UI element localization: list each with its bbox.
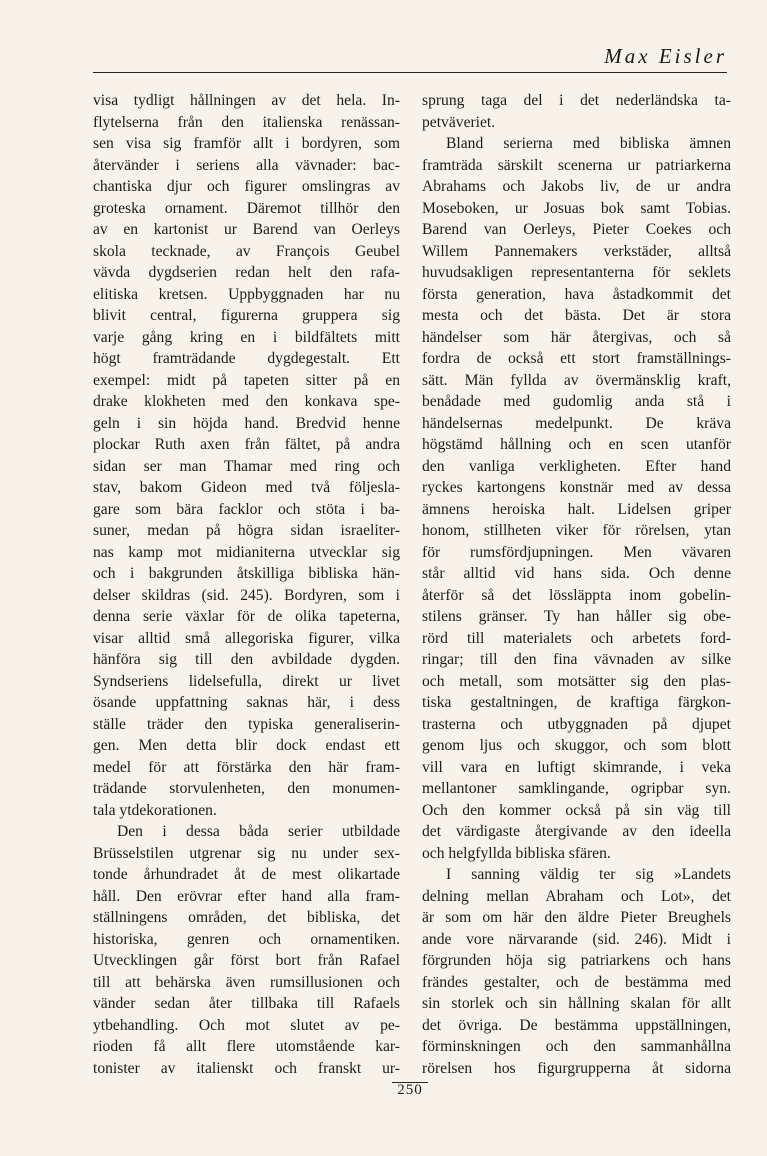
text-line: Bland serierna med bibliska ämnen bbox=[446, 135, 731, 152]
text-line: rioden få allt flere utomstående kar- bbox=[93, 1038, 400, 1055]
text-line: historiska, genren och ornamentiken. bbox=[93, 930, 400, 948]
text-line: och helgfyllda bibliska sfären. bbox=[422, 844, 611, 862]
text-line: och i bakgrunden åtskilliga bibliska hän- bbox=[93, 565, 400, 582]
text-line: chantiska djur och figurer omslingras av bbox=[93, 178, 400, 195]
text-line: I sanning väldig ter sig »Landets bbox=[446, 866, 731, 883]
text-line: högstämd hållning och en scen utanför bbox=[422, 436, 731, 453]
text-line: Brüsselstilen utgrenar sig nu under sex- bbox=[93, 844, 400, 862]
text-line: av en kartonist ur Barend van Oerleys bbox=[93, 221, 400, 238]
text-line: sin storlek och sin hållning skalan för allt bbox=[422, 995, 731, 1012]
text-line: Utvecklingen går först bort från Rafael bbox=[93, 952, 400, 969]
text-line: Barend van Oerleys, Pieter Coekes och bbox=[422, 221, 731, 238]
text-line: trädande storvulenheten, den monumen- bbox=[93, 780, 400, 797]
text-line: Syndseriens lidelsefulla, direkt ur livet bbox=[93, 672, 400, 690]
text-line: förgrunden höja sig patriarkens och hans bbox=[422, 952, 731, 969]
text-line: vänder sedan åter tillbaka till Rafaels bbox=[93, 995, 400, 1012]
text-line: ande vore närvarande (sid. 246). Midt i bbox=[422, 930, 731, 948]
text-line: plockar Ruth axen från fältet, på andra bbox=[93, 436, 400, 453]
text-line: delning mellan Abraham och Lot», det bbox=[422, 887, 731, 905]
text-line: det värdigaste återgivande av den ideella bbox=[422, 823, 731, 840]
text-line: stilens gränser. Ty han håller sig obe- bbox=[422, 608, 731, 625]
text-line: tala ytdekorationen. bbox=[93, 801, 217, 819]
text-line: det övriga. De bestämma uppställningen, bbox=[422, 1016, 731, 1034]
text-line: ställningens områden, det bibliska, det bbox=[93, 909, 400, 926]
text-line: är som om här den äldre Pieter Breughels bbox=[422, 909, 731, 926]
text-line: sen visa sig framför allt i bordyren, som bbox=[93, 135, 400, 152]
text-line: blivit central, figurerna gruppera sig bbox=[93, 307, 400, 324]
text-line: Abrahams och Jakobs liv, de ur andra bbox=[422, 178, 731, 195]
text-line: varje gång kring en i bildfältets mitt bbox=[93, 328, 400, 346]
text-line: mesta och det bästa. Det är stora bbox=[422, 307, 731, 324]
text-line: vävda dygdserien redan helt den rafa- bbox=[93, 264, 400, 281]
text-line: denna serie växlar för de olika tapeterna, bbox=[93, 608, 400, 625]
text-line: suner, medan på högra sidan israeliter- bbox=[93, 522, 400, 539]
text-line: petväveriet. bbox=[422, 113, 496, 131]
text-line: återför så det lössläppta inom gobelin- bbox=[422, 586, 731, 604]
text-line: ämnens heroiska halt. Lidelsen griper bbox=[422, 500, 731, 518]
text-line: tiska gestaltningen, de kraftiga färgkon- bbox=[422, 694, 731, 711]
text-line: första generation, hava åstadkommit det bbox=[422, 285, 731, 303]
header-rule bbox=[93, 72, 727, 73]
text-line: ytbehandling. Och mot slutet av pe- bbox=[93, 1016, 400, 1034]
text-line: hänföra sig till den avbildade dygden. bbox=[93, 651, 400, 668]
text-line: håll. Den erövrar efter hand alla fram- bbox=[93, 887, 400, 905]
right-column bbox=[422, 90, 731, 1079]
text-line: medel för att förstärka den här fram- bbox=[93, 758, 400, 776]
text-line: står alltid vid hans sida. Och denne bbox=[422, 565, 731, 582]
text-line: ringar; till den fina vävnaden av silke bbox=[422, 651, 731, 668]
text-line: trasterna och utbyggnaden på djupet bbox=[422, 715, 731, 733]
text-line: för rumsfördjupningen. Men vävaren bbox=[422, 543, 731, 561]
text-line: ställe träder den typiska generaliserin- bbox=[93, 715, 400, 733]
running-header: Max Eisler bbox=[604, 44, 727, 68]
text-line: groteska ornament. Däremot tillhör den bbox=[93, 199, 400, 217]
text-line: Den i dessa båda serier utbildade bbox=[117, 823, 400, 840]
text-line: ösande uppfattning saknas här, i dess bbox=[93, 694, 400, 711]
text-line: rörelsen hos figurgrupperna åt sidorna bbox=[422, 1059, 731, 1077]
text-line: tonister av italienskt och franskt ur- bbox=[93, 1059, 400, 1077]
text-line: den vanliga verkligheten. Efter hand bbox=[422, 457, 731, 475]
text-line: framträda särskilt scenerna ur patriarkerna bbox=[422, 156, 731, 174]
text-line: vill vara en luftigt skimrande, i veka bbox=[422, 758, 731, 776]
text-line: delser skildras (sid. 245). Bordyren, som i bbox=[93, 586, 400, 604]
text-line: sätt. Män fyllda av övermänsklig kraft, bbox=[422, 371, 731, 389]
text-line: honom, stillheten viker för rörelsen, ytan bbox=[422, 522, 731, 539]
text-line: sprung taga del i det nederländska ta- bbox=[422, 92, 731, 109]
text-line: visar alltid små allegoriska figurer, vilka bbox=[93, 629, 400, 647]
text-line: elitiska kretsen. Uppbyggnaden har nu bbox=[93, 285, 400, 303]
text-line: huvudsakligen representanterna för seklets bbox=[422, 264, 731, 281]
text-line: återvänder i seriens alla vävnader: bac- bbox=[93, 156, 400, 174]
text-line: sidan ser man Thamar med ring och bbox=[93, 457, 400, 475]
text-line: gen. Men detta blir dock endast ett bbox=[93, 737, 400, 754]
text-line: Och den kommer också på sin väg till bbox=[422, 801, 731, 819]
left-column bbox=[93, 90, 400, 1079]
text-line: förminskningen och den sammanhållna bbox=[422, 1038, 731, 1055]
text-line: Willem Pannemakers verkstäder, alltså bbox=[422, 242, 731, 260]
text-line: geln i sin höjda hand. Bredvid henne bbox=[93, 414, 400, 432]
text-line: benådade med gudomlig anda stå i bbox=[422, 393, 731, 410]
text-line: mellantoner samklingande, ogripbar syn. bbox=[422, 780, 731, 797]
page-number: 250 bbox=[397, 1082, 423, 1098]
text-line: högt framträdande dygdegestalt. Ett bbox=[93, 350, 400, 367]
text-line: visa tydligt hållningen av det hela. In- bbox=[93, 92, 400, 109]
text-line: händelsernas medelpunkt. De kräva bbox=[422, 414, 731, 432]
text-line: rörd till materialets och arbetets ford- bbox=[422, 629, 731, 647]
text-line: ryckes kartongens konstnär med av dessa bbox=[422, 479, 731, 496]
text-line: drake klokheten med den konkava spe- bbox=[93, 393, 400, 410]
text-line: skola tecknade, av François Geubel bbox=[93, 242, 400, 260]
text-line: och metall, som motsätter sig den plas- bbox=[422, 672, 731, 690]
text-line: tonde århundradet åt de mest olikartade bbox=[93, 866, 400, 883]
text-line: till att behärska även rumsillusionen och bbox=[93, 973, 400, 991]
text-line: stav, bakom Gideon med två följesla- bbox=[93, 479, 400, 496]
text-line: flytelserna från den italienska renässan- bbox=[93, 113, 400, 131]
text-line: exempel: midt på tapeten sitter på en bbox=[93, 371, 400, 389]
text-line: genom ljus och skuggor, och som blott bbox=[422, 737, 731, 754]
text-line: gare som bära facklor och stöta i ba- bbox=[93, 500, 400, 518]
text-line: Moseboken, ur Josuas bok samt Tobias. bbox=[422, 199, 731, 217]
text-line: frändes gestalter, och de bestämma med bbox=[422, 973, 731, 991]
text-line: händelser som här återgivas, och så bbox=[422, 328, 731, 346]
text-line: nas kamp mot midianiterna utvecklar sig bbox=[93, 543, 400, 561]
text-line: fordra de också ett stort framställnings- bbox=[422, 350, 731, 367]
